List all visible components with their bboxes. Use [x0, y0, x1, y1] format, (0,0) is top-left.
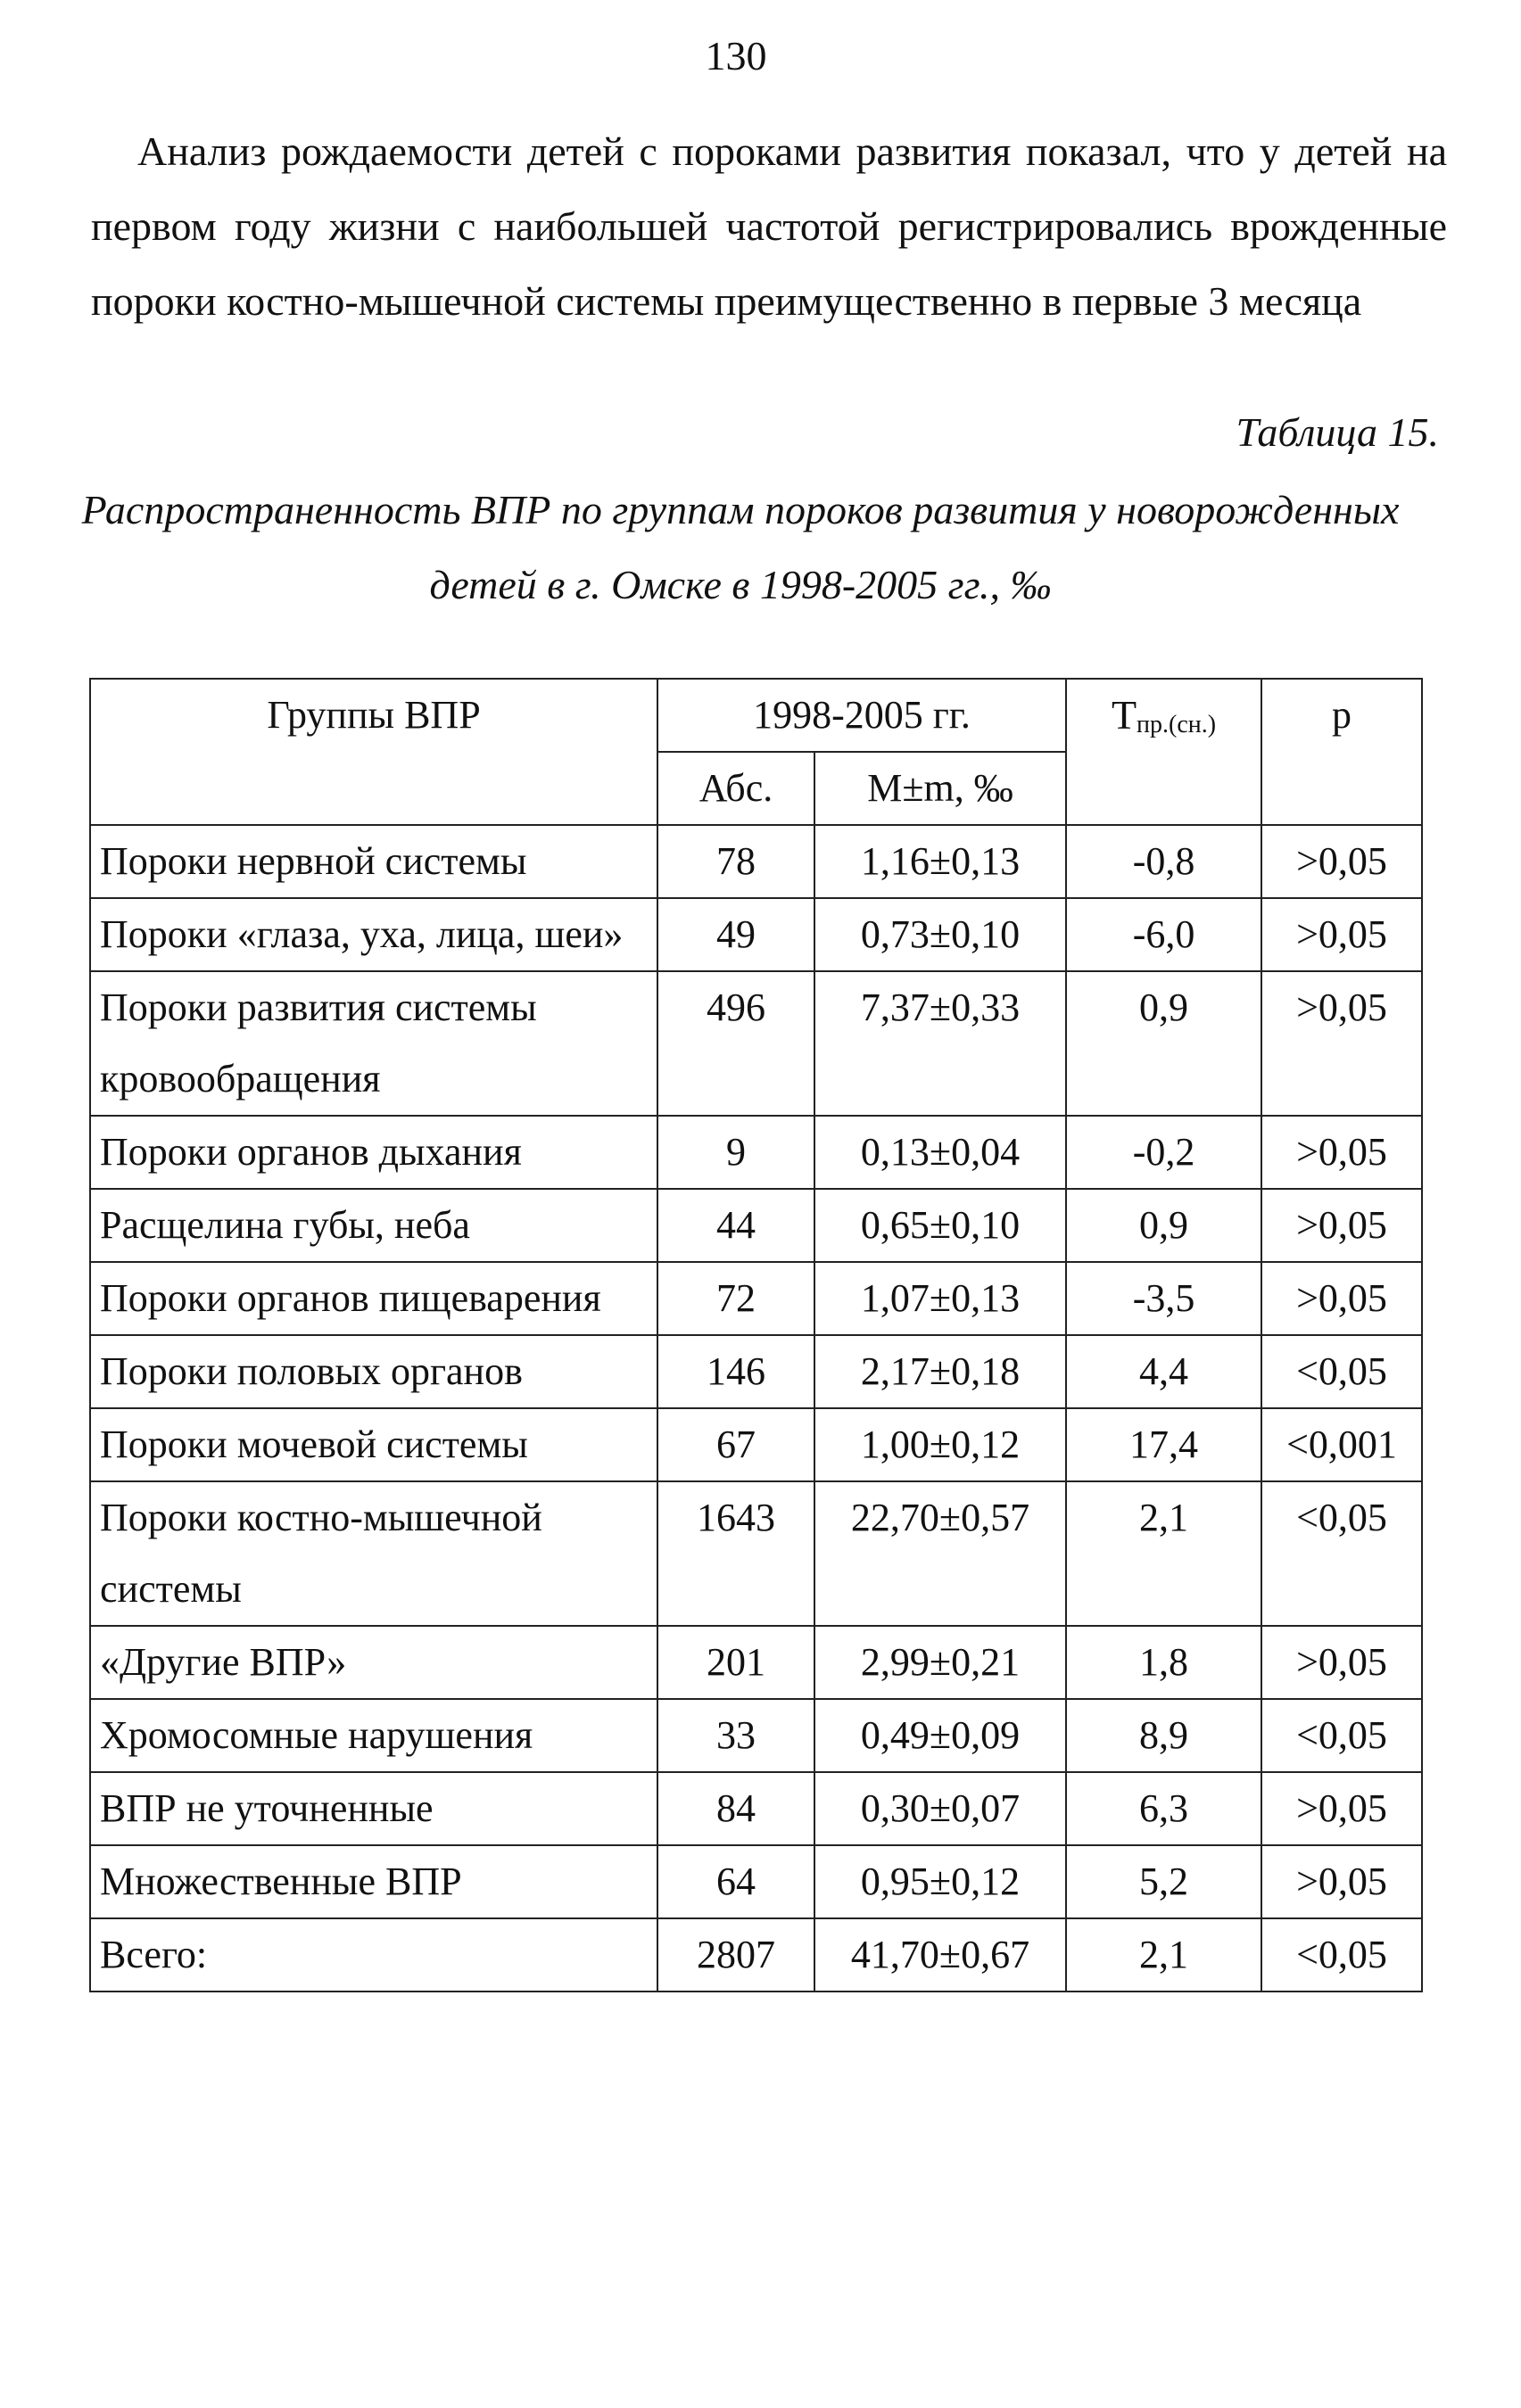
cell-abs: 44 [657, 1189, 814, 1262]
cell-p: >0,05 [1261, 971, 1422, 1116]
cell-group: Пороки «глаза, уха, лица, шеи» [90, 898, 657, 971]
cell-group-line: Пороки костно-мышечной [100, 1496, 542, 1539]
table-total-row [90, 1918, 1422, 1992]
table-caption-line: Распространенность ВПР по группам пороков развития у новорожденных [81, 487, 1400, 532]
header-rate: M±m, ‰ [814, 752, 1066, 825]
cell-p: <0,001 [1261, 1408, 1422, 1481]
table-caption [62, 473, 1418, 623]
cell-group: ВПР не уточненные [90, 1772, 657, 1845]
cell-rate: 2,17±0,18 [814, 1335, 1066, 1408]
cell-p: <0,05 [1261, 1335, 1422, 1408]
cell-abs: 64 [657, 1845, 814, 1918]
cell-abs: 72 [657, 1262, 814, 1335]
cell-group [90, 971, 657, 1116]
table-row [90, 1189, 1422, 1262]
table-row [90, 898, 1422, 971]
page-number: 130 [705, 33, 767, 78]
cell-abs: 201 [657, 1626, 814, 1699]
paragraph-line: пороки костно-мышечной системы преимущественно в первые 3 месяца [91, 278, 1362, 324]
cell-rate: 0,65±0,10 [814, 1189, 1066, 1262]
cell-t: 4,4 [1066, 1335, 1261, 1408]
cell-t: -3,5 [1066, 1262, 1261, 1335]
header-group: Группы ВПР [90, 679, 657, 825]
cell-p: >0,05 [1261, 1189, 1422, 1262]
cell-t: 0,9 [1066, 1189, 1261, 1262]
cell-rate: 0,95±0,12 [814, 1845, 1066, 1918]
cell-rate: 1,16±0,13 [814, 825, 1066, 898]
cell-abs: 33 [657, 1699, 814, 1772]
cell-p: >0,05 [1261, 1626, 1422, 1699]
table-row [90, 1408, 1422, 1481]
cell-abs: 496 [657, 971, 814, 1116]
cell-rate: 1,07±0,13 [814, 1262, 1066, 1335]
header-period: 1998-2005 гг. [657, 679, 1066, 752]
cell-group: Расщелина губы, неба [90, 1189, 657, 1262]
cell-p: >0,05 [1261, 1116, 1422, 1189]
header-p: p [1261, 679, 1422, 825]
cell-abs: 9 [657, 1116, 814, 1189]
table-row [90, 1481, 1422, 1626]
cell-group-line: Пороки развития системы [100, 985, 537, 1029]
cell-group: Всего: [90, 1918, 657, 1992]
cell-group: Хромосомные нарушения [90, 1699, 657, 1772]
cell-abs: 67 [657, 1408, 814, 1481]
cell-rate: 7,37±0,33 [814, 971, 1066, 1116]
cell-t: 6,3 [1066, 1772, 1261, 1845]
paragraph-line: Анализ рождаемости детей с пороками развития показал, что у детей на [137, 128, 1447, 174]
cell-p: <0,05 [1261, 1699, 1422, 1772]
table-row [90, 1845, 1422, 1918]
cell-rate: 0,30±0,07 [814, 1772, 1066, 1845]
paragraph-line: первом году жизни с наибольшей частотой регистрировались врожденные [91, 203, 1447, 249]
cell-t: -0,8 [1066, 825, 1261, 898]
cell-group [90, 1481, 657, 1626]
cell-p: <0,05 [1261, 1918, 1422, 1992]
cell-abs: 84 [657, 1772, 814, 1845]
t-subscript: пр.(сн.) [1137, 711, 1217, 738]
table-header-row [90, 679, 1422, 752]
cell-rate: 0,73±0,10 [814, 898, 1066, 971]
cell-t: -0,2 [1066, 1116, 1261, 1189]
cell-rate: 0,13±0,04 [814, 1116, 1066, 1189]
prevalence-table [89, 678, 1423, 1992]
cell-p: >0,05 [1261, 1845, 1422, 1918]
header-abs: Абс. [657, 752, 814, 825]
cell-p: >0,05 [1261, 898, 1422, 971]
cell-p: >0,05 [1261, 825, 1422, 898]
cell-t: 17,4 [1066, 1408, 1261, 1481]
cell-t: -6,0 [1066, 898, 1261, 971]
cell-group: «Другие ВПР» [90, 1626, 657, 1699]
t-symbol: T [1111, 692, 1137, 738]
table-row [90, 971, 1422, 1116]
cell-abs: 146 [657, 1335, 814, 1408]
cell-rate: 0,49±0,09 [814, 1699, 1066, 1772]
cell-t: 1,8 [1066, 1626, 1261, 1699]
cell-rate: 41,70±0,67 [814, 1918, 1066, 1992]
table-row [90, 1626, 1422, 1699]
cell-rate: 1,00±0,12 [814, 1408, 1066, 1481]
cell-t: 0,9 [1066, 971, 1261, 1116]
cell-abs: 78 [657, 825, 814, 898]
body-paragraph [91, 114, 1447, 339]
table-number: Таблица 15. [1236, 409, 1439, 455]
cell-group: Пороки органов пищеварения [90, 1262, 657, 1335]
cell-abs: 1643 [657, 1481, 814, 1626]
cell-t: 2,1 [1066, 1481, 1261, 1626]
cell-group: Множественные ВПР [90, 1845, 657, 1918]
cell-t: 5,2 [1066, 1845, 1261, 1918]
table-row [90, 1772, 1422, 1845]
table-row [90, 825, 1422, 898]
table-caption-line: детей в г. Омске в 1998-2005 гг., ‰ [429, 562, 1052, 607]
cell-group: Пороки мочевой системы [90, 1408, 657, 1481]
cell-abs: 2807 [657, 1918, 814, 1992]
cell-group: Пороки половых органов [90, 1335, 657, 1408]
cell-t: 2,1 [1066, 1918, 1261, 1992]
header-t-criterion [1066, 679, 1261, 825]
cell-group-line: системы [100, 1567, 242, 1611]
cell-group: Пороки органов дыхания [90, 1116, 657, 1189]
table-row [90, 1699, 1422, 1772]
cell-t: 8,9 [1066, 1699, 1261, 1772]
cell-rate: 2,99±0,21 [814, 1626, 1066, 1699]
cell-p: >0,05 [1261, 1262, 1422, 1335]
table-row [90, 1262, 1422, 1335]
table-row [90, 1116, 1422, 1189]
cell-rate: 22,70±0,57 [814, 1481, 1066, 1626]
table-row [90, 1335, 1422, 1408]
cell-abs: 49 [657, 898, 814, 971]
cell-group: Пороки нервной системы [90, 825, 657, 898]
cell-p: >0,05 [1261, 1772, 1422, 1845]
cell-group-line: кровообращения [100, 1057, 381, 1101]
cell-p: <0,05 [1261, 1481, 1422, 1626]
